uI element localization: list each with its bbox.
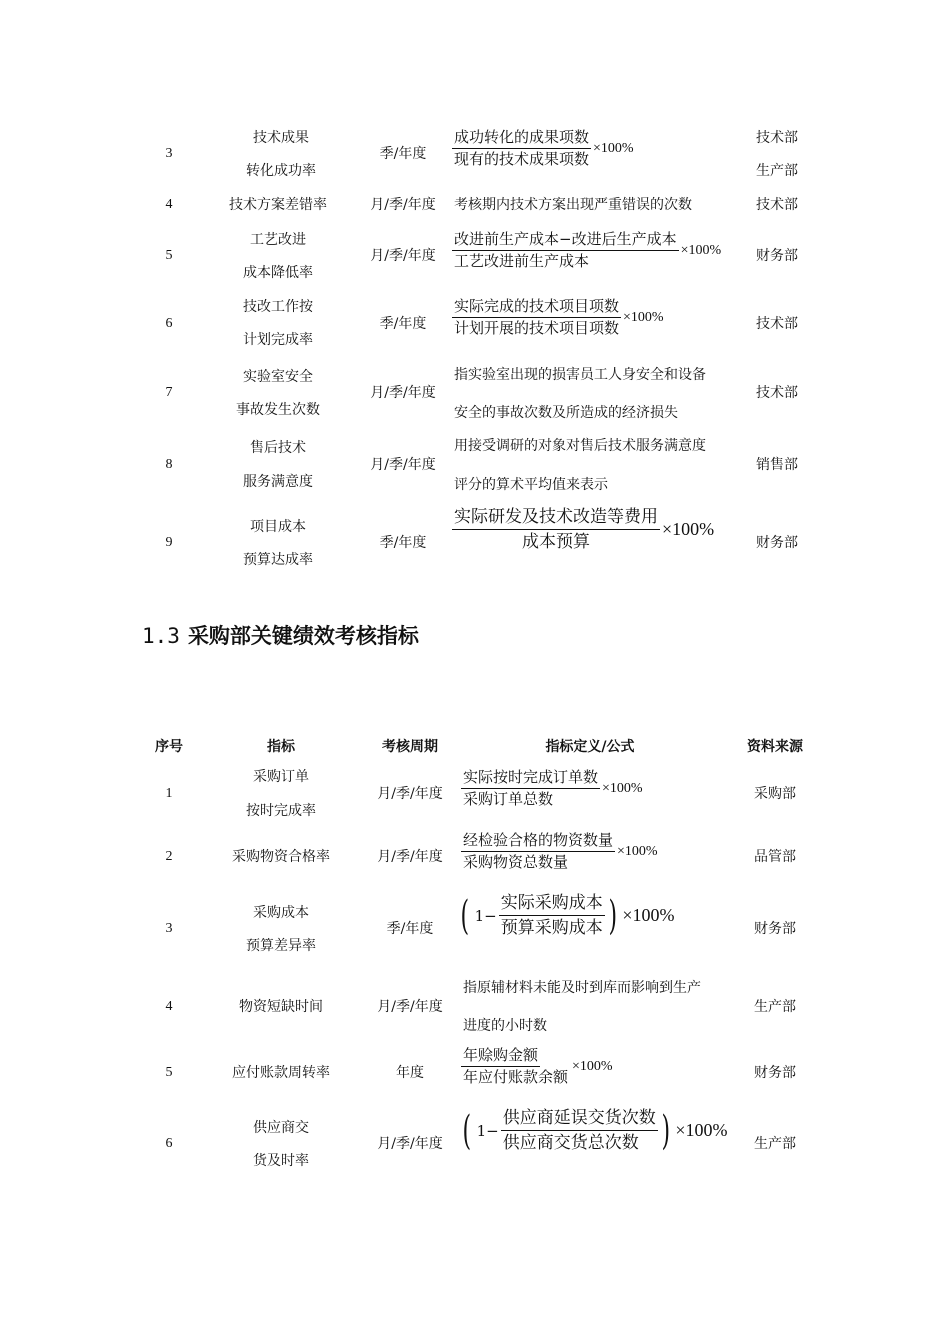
formula-numerator: 年赊购金额 <box>461 1046 540 1067</box>
formula-multiplier: ×100% <box>680 242 722 258</box>
indicator-name-line: 转化成功率 <box>246 163 316 179</box>
data-source: 采购部 <box>754 786 796 802</box>
formula-multiplier: ×100% <box>572 1058 613 1074</box>
definition-line: 评分的算术平均值来表示 <box>454 477 608 493</box>
data-source: 财务部 <box>756 535 798 551</box>
assessment-period: 月/季/年度 <box>377 849 443 865</box>
row-number: 8 <box>165 457 173 472</box>
left-paren: ( <box>462 1107 472 1154</box>
header-period: 考核周期 <box>382 739 438 755</box>
assessment-period: 月/季/年度 <box>377 786 443 802</box>
header-definition: 指标定义/公式 <box>545 739 635 755</box>
assessment-period: 年度 <box>396 1065 424 1081</box>
row-number: 4 <box>165 197 173 212</box>
section-title: 采购部关键绩效考核指标 <box>187 623 419 648</box>
formula <box>459 1107 728 1154</box>
assessment-period: 月/季/年度 <box>370 197 436 213</box>
formula-multiplier: ×100% <box>662 519 715 539</box>
data-source: 技术部 <box>756 385 798 401</box>
assessment-period: 月/季/年度 <box>370 385 436 401</box>
row-number: 5 <box>165 1065 173 1080</box>
formula-numerator: 实际完成的技术项目项数 <box>452 297 621 318</box>
formula-denominator: 成本预算 <box>522 532 590 552</box>
formula-multiplier: ×100% <box>602 780 643 796</box>
row-number: 4 <box>165 999 173 1014</box>
indicator-name-line: 预算达成率 <box>243 552 313 568</box>
section-number: 1.3 <box>142 624 180 648</box>
data-source: 生产部 <box>754 999 796 1015</box>
formula-numerator: 经检验合格的物资数量 <box>461 831 615 852</box>
data-source: 生产部 <box>756 163 798 179</box>
data-source: 技术部 <box>756 130 798 146</box>
formula-numerator: 实际按时完成订单数 <box>461 768 600 789</box>
formula-numerator: 成功转化的成果项数 <box>452 128 591 149</box>
data-source: 财务部 <box>756 248 798 264</box>
assessment-period: 月/季/年度 <box>370 248 436 264</box>
indicator-name-line: 项目成本 <box>250 519 306 535</box>
indicator-name-line: 计划完成率 <box>243 332 313 348</box>
assessment-period: 季/年度 <box>386 921 434 937</box>
formula <box>461 768 643 809</box>
indicator-name-line: 实验室安全 <box>243 369 313 385</box>
indicator-name-line: 采购物资合格率 <box>232 849 330 865</box>
assessment-period: 月/季/年度 <box>370 457 436 473</box>
data-source: 生产部 <box>754 1136 796 1152</box>
formula-numerator: 供应商延误交货次数 <box>501 1107 658 1131</box>
indicator-name-line: 预算差异率 <box>246 938 316 954</box>
row-number: 7 <box>165 385 173 400</box>
row-number: 6 <box>165 316 173 331</box>
indicator-name-line: 工艺改进 <box>250 232 306 248</box>
indicator-name-line: 供应商交 <box>253 1120 309 1136</box>
formula-numerator: 实际采购成本 <box>499 892 605 916</box>
indicator-name-line: 成本降低率 <box>243 265 313 281</box>
formula-one-minus: 1− <box>474 906 497 925</box>
indicator-name-line: 服务满意度 <box>243 474 313 490</box>
formula-denominator: 工艺改进前生产成本 <box>454 252 590 270</box>
header-no: 序号 <box>155 739 183 755</box>
formula-denominator: 现有的技术成果项数 <box>454 150 590 168</box>
definition-line: 用接受调研的对象对售后技术服务满意度 <box>454 438 706 454</box>
left-paren: ( <box>460 892 470 939</box>
indicator-name-line: 技术成果 <box>253 130 309 146</box>
indicator-name-line: 采购订单 <box>253 769 309 785</box>
data-source: 品管部 <box>754 849 796 865</box>
formula-one-minus: 1− <box>476 1121 499 1140</box>
section-heading <box>142 622 419 650</box>
indicator-name-line: 售后技术 <box>250 440 306 456</box>
row-number: 6 <box>165 1136 173 1151</box>
assessment-period: 月/季/年度 <box>377 1136 443 1152</box>
data-source: 财务部 <box>754 921 796 937</box>
formula-multiplier: ×100% <box>593 140 634 156</box>
indicator-name-line: 技改工作按 <box>243 299 313 315</box>
data-source: 技术部 <box>756 316 798 332</box>
row-number: 3 <box>165 146 173 161</box>
formula-multiplier: ×100% <box>675 1120 728 1140</box>
formula-multiplier: ×100% <box>617 843 658 859</box>
indicator-name-line: 应付账款周转率 <box>232 1065 330 1081</box>
formula <box>461 1046 613 1087</box>
definition-line: 考核期内技术方案出现严重错误的次数 <box>454 197 692 213</box>
right-paren: ) <box>608 892 617 939</box>
assessment-period: 月/季/年度 <box>377 999 443 1015</box>
right-paren: ) <box>661 1107 670 1154</box>
formula-denominator: 供应商交货总次数 <box>502 1133 639 1153</box>
formula-denominator: 采购订单总数 <box>463 790 554 808</box>
indicator-name-line: 按时完成率 <box>246 803 316 819</box>
indicator-name-line: 技术方案差错率 <box>229 197 327 213</box>
assessment-period: 季/年度 <box>379 535 427 551</box>
row-number: 3 <box>165 921 173 936</box>
data-source: 财务部 <box>754 1065 796 1081</box>
formula <box>461 831 658 872</box>
header-source: 资料来源 <box>747 739 803 755</box>
indicator-name-line: 事故发生次数 <box>236 402 320 418</box>
formula-multiplier: ×100% <box>623 309 664 325</box>
formula-denominator: 计划开展的技术项目项数 <box>454 319 620 337</box>
indicator-name-line: 货及时率 <box>253 1153 309 1169</box>
definition-line: 安全的事故次数及所造成的经济损失 <box>454 405 678 421</box>
row-number: 2 <box>165 849 173 864</box>
formula-denominator: 年应付账款余额 <box>463 1068 569 1086</box>
definition-line: 指原辅材料未能及时到库而影响到生产 <box>463 980 701 996</box>
formula <box>457 892 675 939</box>
formula-denominator: 采购物资总数量 <box>463 853 569 871</box>
formula <box>452 297 664 338</box>
formula <box>452 128 634 169</box>
indicator-name-line: 物资短缺时间 <box>239 999 323 1015</box>
indicator-name-line: 采购成本 <box>253 905 309 921</box>
definition-line: 指实验室出现的损害员工人身安全和设备 <box>454 367 706 383</box>
definition-line: 进度的小时数 <box>463 1018 547 1034</box>
formula <box>452 230 721 271</box>
header-indicator: 指标 <box>267 739 295 755</box>
data-source: 技术部 <box>756 197 798 213</box>
formula-numerator: 改进前生产成本−改进后生产成本 <box>452 230 679 251</box>
formula-numerator: 实际研发及技术改造等费用 <box>452 506 660 530</box>
assessment-period: 季/年度 <box>379 146 427 162</box>
assessment-period: 季/年度 <box>379 316 427 332</box>
data-source: 销售部 <box>756 457 798 473</box>
row-number: 1 <box>165 786 173 801</box>
formula-multiplier: ×100% <box>622 905 675 925</box>
row-number: 9 <box>165 535 173 550</box>
formula <box>452 506 714 553</box>
row-number: 5 <box>165 248 173 263</box>
formula-denominator: 预算采购成本 <box>500 918 603 938</box>
